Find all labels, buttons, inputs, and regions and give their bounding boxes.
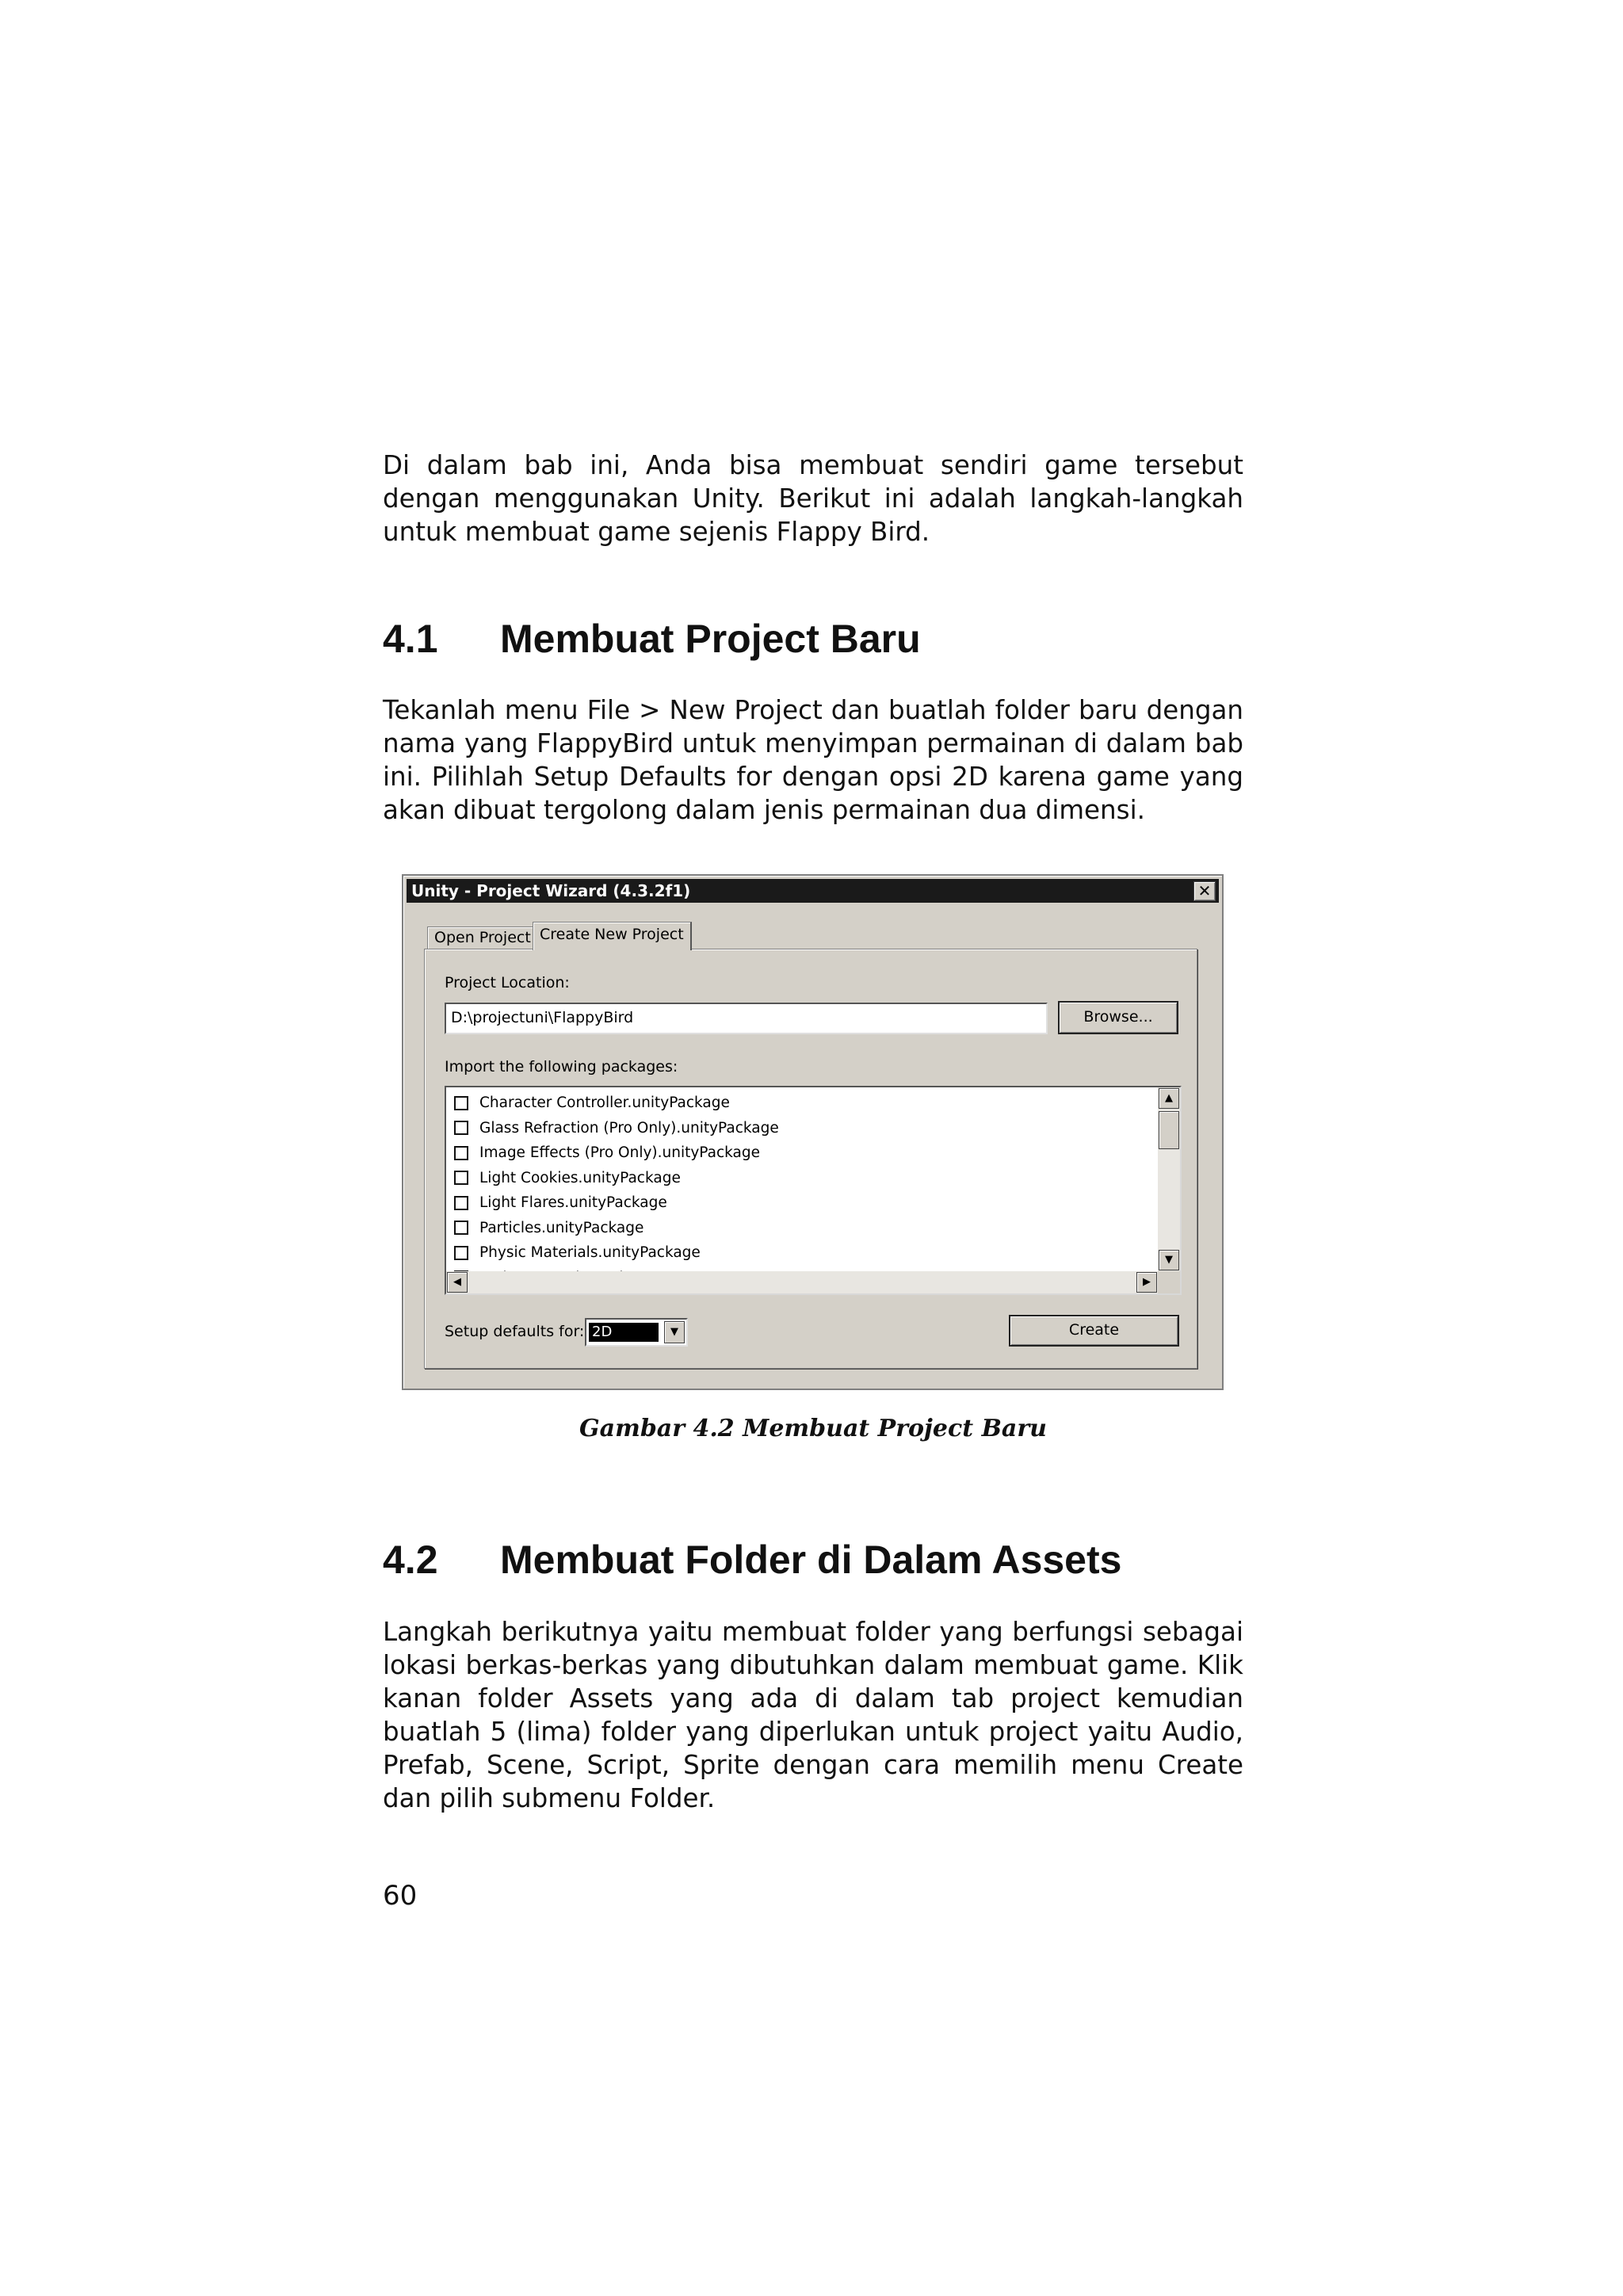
horizontal-scrollbar[interactable]	[446, 1271, 1158, 1293]
package-label: Physic Materials.unityPackage	[479, 1244, 701, 1262]
package-label: Light Flares.unityPackage	[479, 1194, 667, 1212]
dialog-titlebar	[407, 879, 1219, 903]
project-location-label: Project Location:	[445, 974, 570, 991]
section-number: 4.2	[383, 1538, 438, 1582]
close-icon[interactable]: ✕	[1193, 881, 1216, 901]
scroll-up-icon[interactable]: ▲	[1159, 1088, 1179, 1109]
package-checkbox[interactable]	[454, 1146, 468, 1160]
list-item[interactable]	[454, 1116, 779, 1141]
section-title: Membuat Project Baru	[500, 617, 921, 661]
create-button[interactable]: Create	[1009, 1315, 1179, 1347]
package-label: Glass Refraction (Pro Only).unityPackage	[479, 1119, 779, 1137]
section-heading-4-1	[383, 615, 921, 663]
vertical-scrollbar[interactable]	[1158, 1087, 1180, 1271]
package-checkbox[interactable]	[454, 1171, 468, 1185]
package-label: Image Effects (Pro Only).unityPackage	[479, 1144, 760, 1162]
list-item[interactable]	[454, 1190, 779, 1216]
section-number: 4.1	[383, 617, 438, 661]
project-wizard-dialog	[402, 874, 1224, 1390]
package-checkbox[interactable]	[454, 1121, 468, 1135]
package-checkbox[interactable]	[454, 1196, 468, 1210]
setup-defaults-select[interactable]	[585, 1318, 688, 1347]
section-1-paragraph: Tekanlah menu File > New Project dan buatlah folder baru dengan nama yang FlappyBird untuk menyimpan permainan di dalam bab ini. Pilihlah Setup Defaults for dengan opsi 2D karena game yang akan dibuat tergolong dalam jenis permainan dua dimensi.	[383, 695, 1243, 825]
list-item[interactable]	[454, 1216, 779, 1241]
package-checkbox[interactable]	[454, 1221, 468, 1235]
scroll-left-icon[interactable]: ◀	[447, 1272, 468, 1293]
list-item[interactable]	[454, 1140, 779, 1166]
figure-caption: Gambar 4.2 Membuat Project Baru	[579, 1415, 1047, 1442]
project-location-input[interactable]: D:\projectuni\FlappyBird	[445, 1003, 1048, 1034]
package-label: Character Controller.unityPackage	[479, 1095, 730, 1112]
section-2-paragraph: Langkah berikutnya yaitu membuat folder yang berfungsi sebagai lokasi berkas-berkas yang dibutuhkan dalam membuat game. Klik kanan folder Assets yang ada di dalam tab project kemudian buatlah 5 (lima) folder yang diperlukan untuk project yaitu Audio, Prefab, Scene, Script, Sprite dengan cara memilih menu Create dan pilih submenu Folder.	[383, 1617, 1243, 1813]
scroll-down-icon[interactable]: ▼	[1159, 1250, 1179, 1270]
scrollbar-thumb[interactable]	[1159, 1111, 1179, 1149]
list-item[interactable]	[454, 1240, 779, 1266]
package-checkbox[interactable]	[454, 1246, 468, 1260]
package-label: Light Cookies.unityPackage	[479, 1169, 681, 1186]
section-title: Membuat Folder di Dalam Assets	[500, 1538, 1122, 1582]
dialog-title: Unity - Project Wizard (4.3.2f1)	[411, 881, 691, 900]
package-checkbox[interactable]	[454, 1096, 468, 1110]
tab-open-project[interactable]: Open Project	[427, 926, 538, 949]
scroll-right-icon[interactable]: ▶	[1136, 1272, 1157, 1293]
setup-defaults-label: Setup defaults for:	[445, 1323, 585, 1340]
packages-label: Import the following packages:	[445, 1058, 678, 1075]
packages-list[interactable]	[445, 1086, 1182, 1295]
section-heading-4-2	[383, 1536, 1121, 1584]
package-label: Particles.unityPackage	[479, 1219, 644, 1236]
tab-create-new-project[interactable]: Create New Project	[533, 922, 692, 950]
setup-defaults-value: 2D	[589, 1323, 659, 1342]
list-item[interactable]	[454, 1091, 779, 1116]
chevron-down-icon[interactable]: ▼	[664, 1321, 685, 1343]
intro-paragraph: Di dalam bab ini, Anda bisa membuat sendiri game tersebut dengan menggunakan Unity. Berikut ini adalah langkah-langkah untuk membuat game sejenis Flappy Bird.	[383, 450, 1243, 547]
list-item[interactable]	[454, 1166, 779, 1191]
scrollbar-corner	[1158, 1271, 1180, 1293]
browse-button[interactable]: Browse...	[1058, 1001, 1178, 1034]
page-number: 60	[383, 1880, 418, 1912]
